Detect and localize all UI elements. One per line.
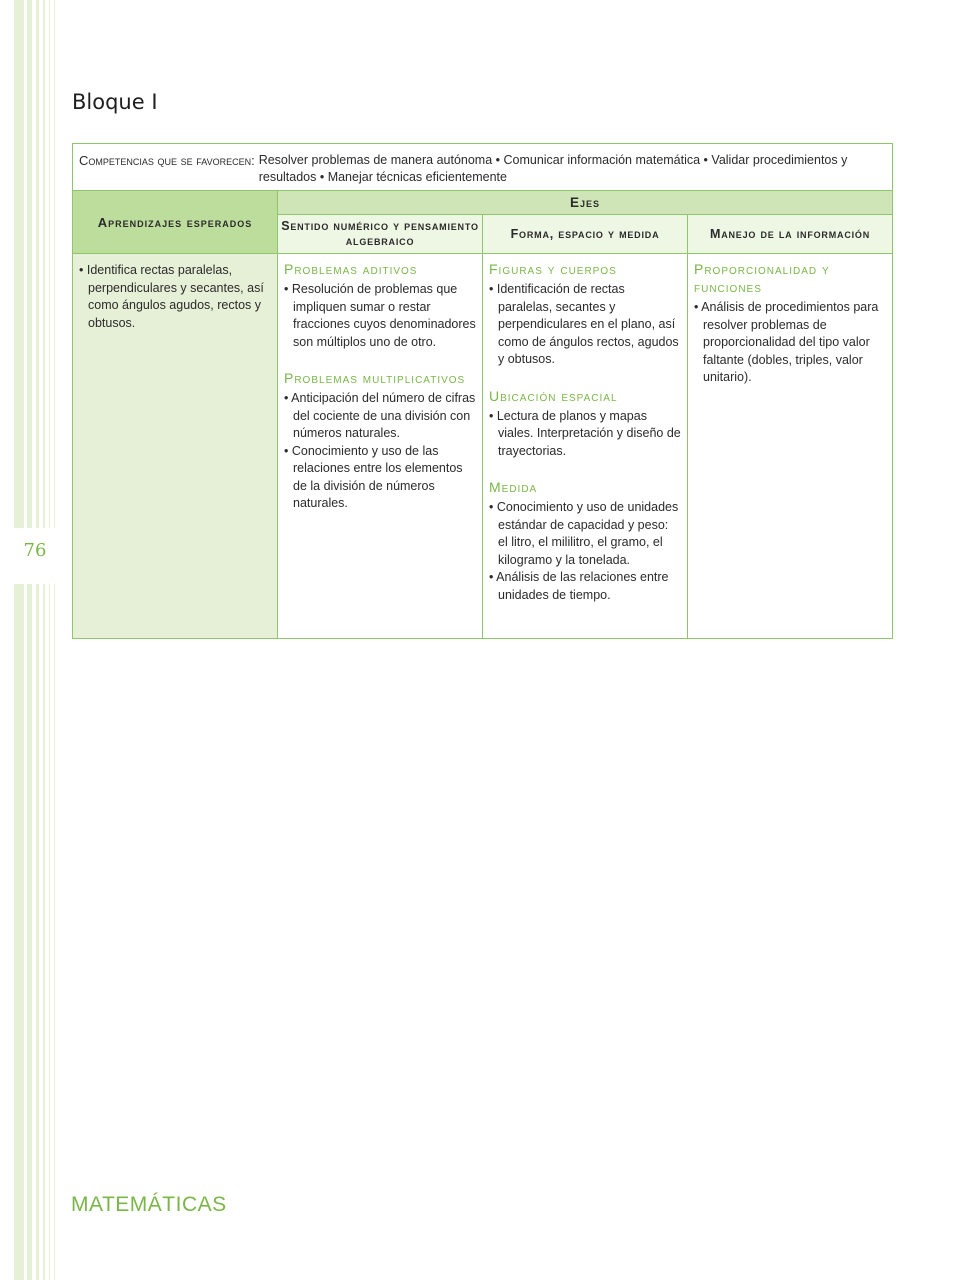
decorative-stripe [27,0,32,1280]
aprendizajes-cell [73,254,278,639]
decorative-stripe [14,0,24,1280]
decorative-stripe [43,0,45,1280]
content-item: • Conocimiento y uso de las relaciones entre los elementos de la división de números naturales. [284,443,476,513]
content-item: • Identificación de rectas paralelas, secantes y perpendiculares en el plano, así como de ángulos rectos, agudos y obtusos. [489,281,681,369]
manejo-cell [688,254,893,639]
decorative-stripe [49,0,50,1280]
page-number: 76 [23,540,47,561]
sentido-cell [278,254,483,639]
topic-proporcionalidad: Proporcionalidad y funciones [694,261,830,295]
content-item: • Conocimiento y uso de unidades estándar de capacidad y peso: el litro, el mililitro, el gramo, el kilogramo y la tonelada. [489,499,681,569]
competencias-label: Competencias que se favorecen: [79,153,255,168]
topic-problemas-multiplicativos: Problemas multiplicativos [284,370,466,386]
content-item: • Lectura de planos y mapas viales. Interpretación y diseño de trayectorias. [489,408,681,461]
topic-ubicacion-espacial: Ubicación espacial [489,387,618,404]
content-item: • Resolución de problemas que impliquen sumar o restar fracciones cuyos denominadores son múltiplos uno de otro. [284,281,476,351]
content-item: • Anticipación del número de cifras del cociente de una división con números naturales. [284,390,476,443]
topic-problemas-aditivos: Problemas aditivos [284,261,418,277]
competencias-row [73,144,893,191]
aprendizaje-item: • Identifica rectas paralelas, perpendiculares y secantes, así como ángulos agudos, rectos y obtusos. [79,262,271,332]
content-item: • Análisis de las relaciones entre unidades de tiempo. [489,569,681,604]
topic-figuras-y-cuerpos: Figuras y cuerpos [489,261,617,277]
decorative-stripe [36,0,39,1280]
competencias-text: Resolver problemas de manera autónoma • Comunicar información matemática • Validar procedimientos y resultados • Manejar técnicas eficientemente [258,153,848,184]
curriculum-table [72,143,893,639]
column-header-manejo: Manejo de la información [688,215,893,254]
column-header-forma: Forma, espacio y medida [483,215,688,254]
forma-cell [483,254,688,639]
decorative-stripe [54,0,55,1280]
content-item: • Análisis de procedimientos para resolver problemas de proporcionalidad del tipo valor faltante (dobles, triples, valor unitario). [694,299,886,387]
column-header-sentido: Sentido numérico y pensamiento algebraico [278,215,483,254]
subject-footer: MATEMÁTICAS [71,1193,227,1216]
aprendizajes-header: Aprendizajes esperados [73,191,278,254]
ejes-header: Ejes [278,191,893,215]
block-title: Bloque I [72,90,158,114]
topic-medida: Medida [489,479,538,495]
